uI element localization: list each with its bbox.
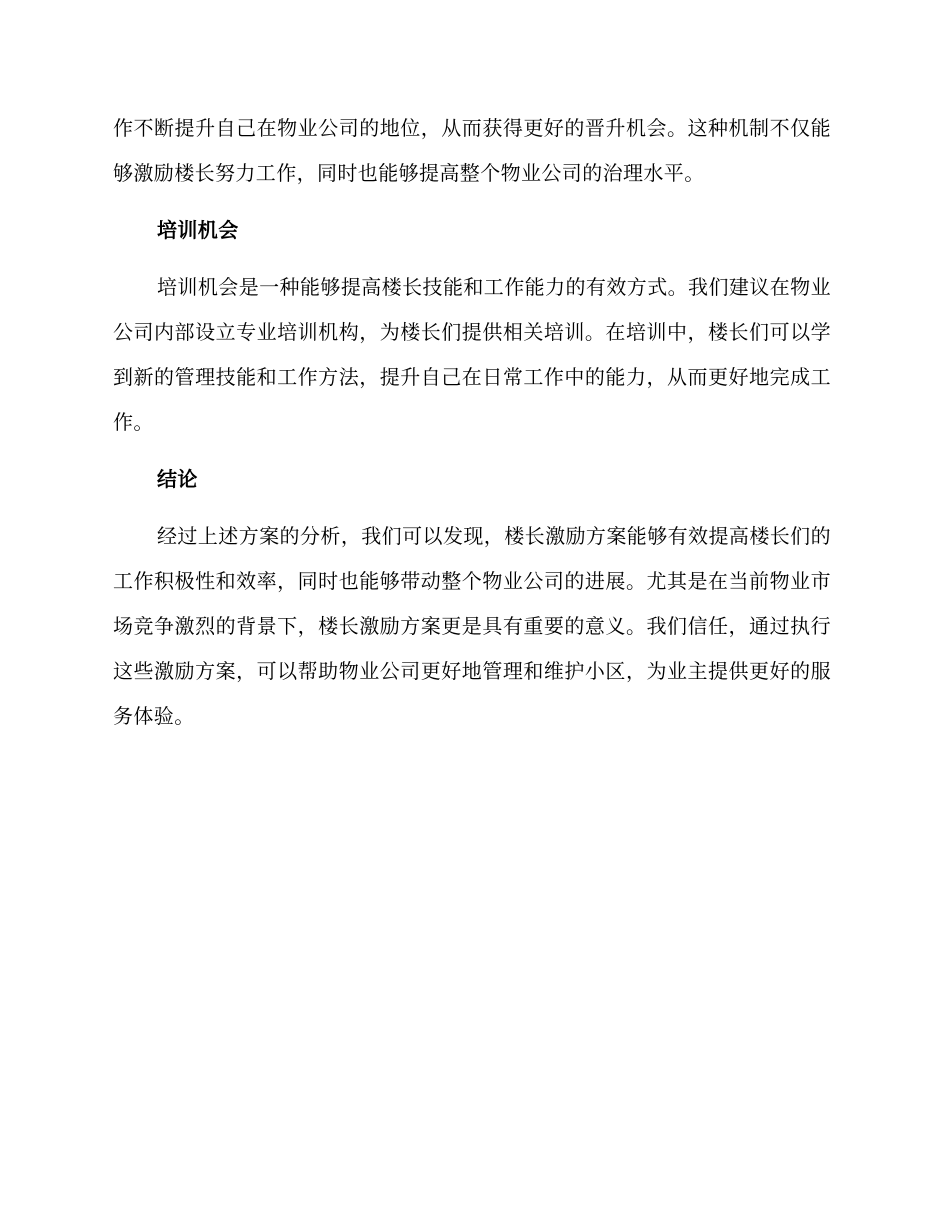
paragraph-continued: 作不断提升自己在物业公司的地位，从而获得更好的晋升机会。这种机制不仅能够激励楼长努力工作，同时也能够提高整个物业公司的治理水平。 [113,116,831,185]
section-heading-conclusion: 结论 [157,467,198,491]
section-body-training: 培训机会是一种能够提高楼长技能和工作能力的有效方式。我们建议在物业公司内部设立专业培训机构，为楼长们提供相关培训。在培训中，楼长们可以学到新的管理技能和工作方法，提升自己在日常工作中的能力，从而更好地完成工作。 [113,275,831,434]
section-body-conclusion: 经过上述方案的分析，我们可以发现，楼长激励方案能够有效提高楼长们的工作积极性和效率，同时也能够带动整个物业公司的进展。尤其是在当前物业市场竞争激烈的背景下，楼长激励方案更是具有重要的意义。我们信任，通过执行这些激励方案，可以帮助物业公司更好地管理和维护小区，为业主提供更好的服务体验。 [113,524,831,728]
section-heading-training: 培训机会 [157,218,239,242]
document-content [113,106,831,739]
